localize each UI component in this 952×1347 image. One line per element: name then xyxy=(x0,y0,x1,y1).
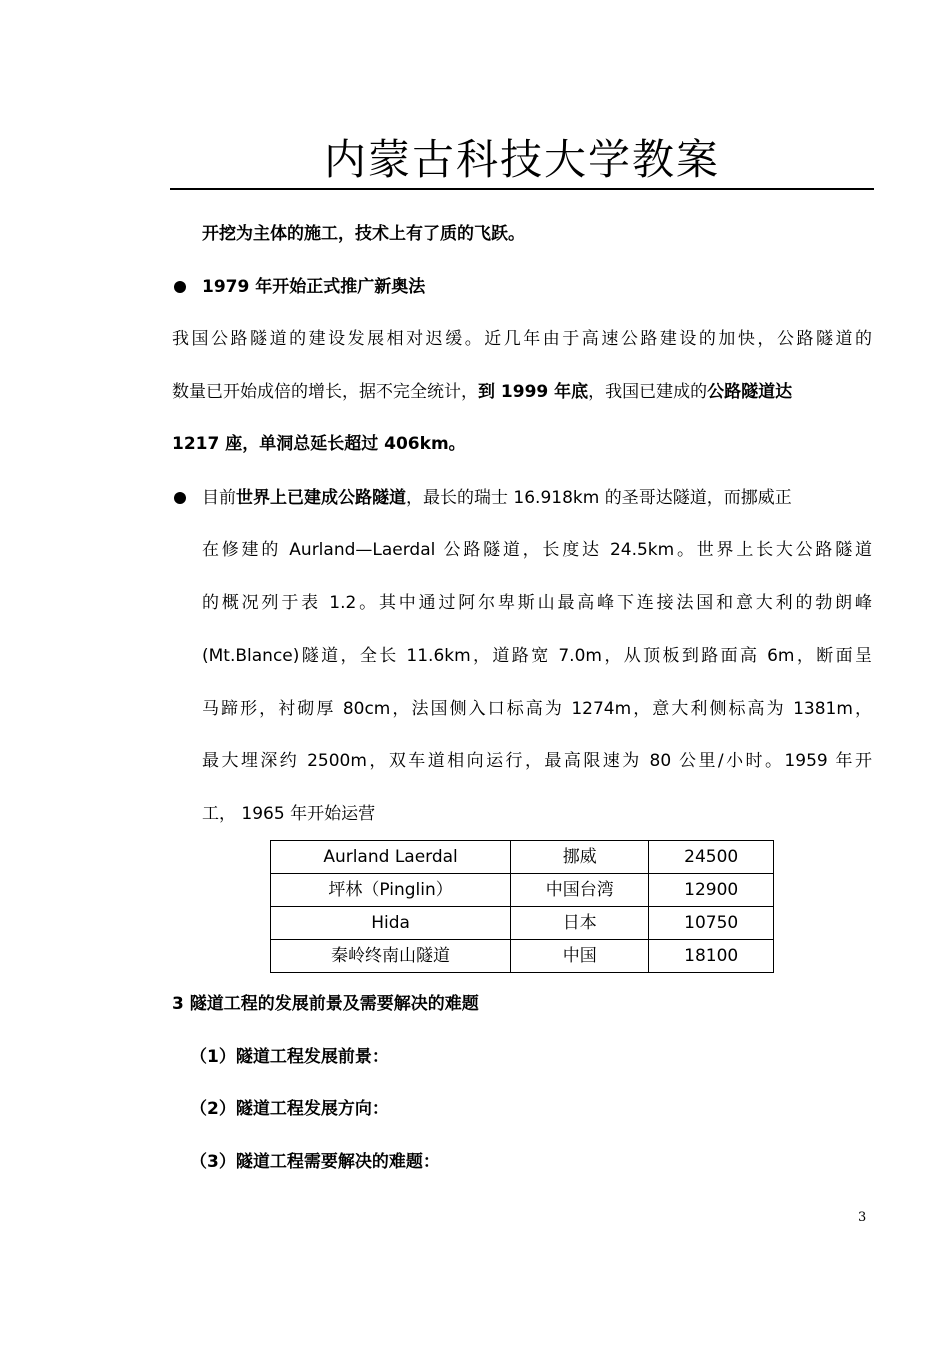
bullet-icon xyxy=(174,281,186,293)
paragraph-line: 工， 1965 年开始运营 xyxy=(202,804,376,824)
tunnel-country-cell: 日本 xyxy=(511,907,649,940)
tunnel-name-cell: 坪林（Pinglin） xyxy=(271,874,511,907)
paragraph-line: 最大埋深约 2500m，双车道相向运行，最高限速为 80 公里/小时。1959 年开 xyxy=(202,751,872,771)
tunnel-length-cell: 10750 xyxy=(649,907,774,940)
paragraph-line: 我国公路隧道的建设发展相对迟缓。近几年由于高速公路建设的加快，公路隧道的 xyxy=(172,329,872,349)
paragraph-line: (Mt.Blance)隧道，全长 11.6km，道路宽 7.0m，从顶板到路面高 6m，断面呈 xyxy=(202,646,872,666)
subsection-item-2: （2）隧道工程发展方向： xyxy=(190,1099,389,1119)
paragraph-line xyxy=(172,380,872,404)
tunnel-name-cell: Hida xyxy=(271,907,511,940)
tunnel-country-cell: 中国 xyxy=(511,940,649,973)
tunnel-country-cell: 中国台湾 xyxy=(511,874,649,907)
subsection-item-1: （1）隧道工程发展前景： xyxy=(190,1047,389,1067)
bullet-icon xyxy=(174,492,186,504)
paragraph-line: 的概况列于表 1.2。其中通过阿尔卑斯山最高峰下连接法国和意大利的勃朗峰 xyxy=(202,593,872,613)
bullet-text-1979: 1979 年开始正式推广新奥法 xyxy=(202,277,426,297)
paragraph-line xyxy=(202,486,872,510)
text-run: 数量已开始成倍的增长，据不完全统计， xyxy=(172,382,478,402)
paragraph-continuation: 开挖为主体的施工，技术上有了质的飞跃。 xyxy=(202,224,525,244)
tunnel-length-cell: 18100 xyxy=(649,940,774,973)
subsection-item-3: （3）隧道工程需要解决的难题： xyxy=(190,1152,440,1172)
tunnel-name-cell: 秦岭终南山隧道 xyxy=(271,940,511,973)
table-row xyxy=(271,841,774,874)
section-heading: 3 隧道工程的发展前景及需要解决的难题 xyxy=(172,994,479,1014)
text-run: ，我国已建成的 xyxy=(588,382,708,402)
tunnel-length-cell: 12900 xyxy=(649,874,774,907)
text-run: ，最长的瑞士 16.918km 的圣哥达隧道，而挪威正 xyxy=(406,488,792,508)
page-title: 内蒙古科技大学教案 xyxy=(323,135,720,184)
paragraph-line: 1217 座，单洞总延长超过 406km。 xyxy=(172,434,466,454)
text-run-bold: 世界上已建成公路隧道 xyxy=(236,488,406,508)
tunnel-country-cell: 挪威 xyxy=(511,841,649,874)
text-run-bold: 到 1999 年底 xyxy=(478,382,589,402)
paragraph-line: 马蹄形，衬砌厚 80cm，法国侧入口标高为 1274m，意大利侧标高为 1381m， xyxy=(202,699,872,719)
header-divider xyxy=(170,188,874,190)
tunnel-table xyxy=(270,840,774,973)
page-number: 3 xyxy=(858,1210,867,1225)
table-row xyxy=(271,907,774,940)
paragraph-line: 在修建的 Aurland—Laerdal 公路隧道，长度达 24.5km。世界上长大公路隧道 xyxy=(202,540,872,560)
tunnel-name-cell: Aurland Laerdal xyxy=(271,841,511,874)
text-run: 目前 xyxy=(202,488,236,508)
table-row xyxy=(271,874,774,907)
tunnel-length-cell: 24500 xyxy=(649,841,774,874)
table-row xyxy=(271,940,774,973)
text-run-bold: 公路隧道达 xyxy=(707,382,793,402)
